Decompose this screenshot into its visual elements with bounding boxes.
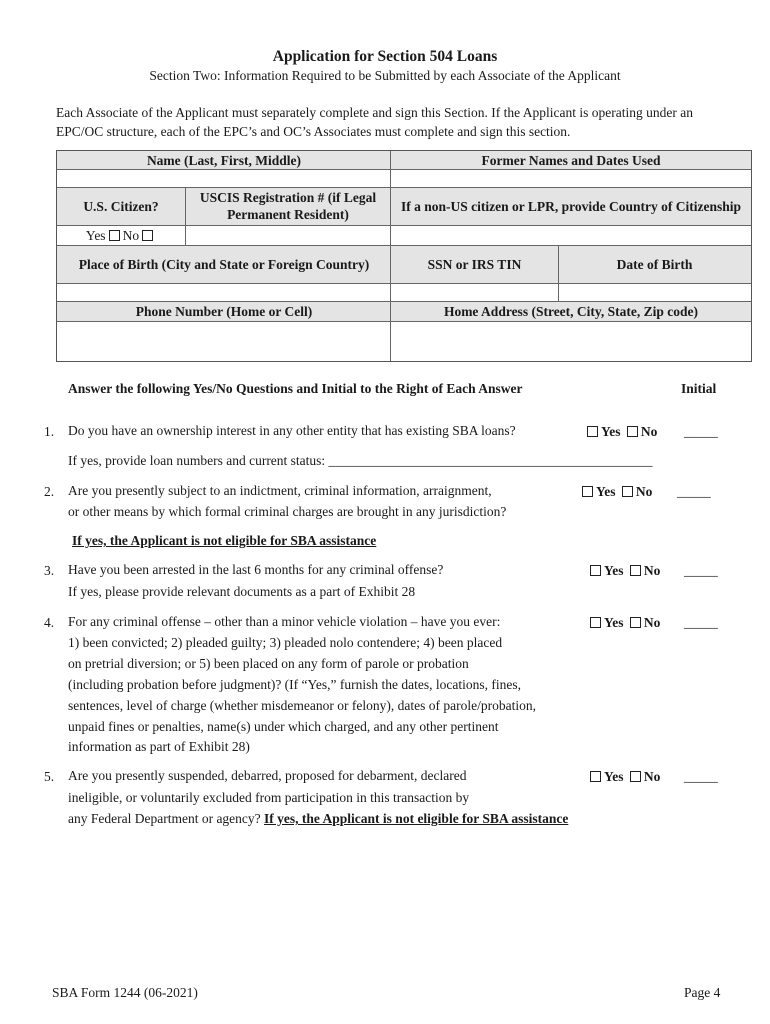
birthplace-field[interactable] (57, 283, 391, 301)
q4-no-checkbox[interactable] (630, 617, 641, 628)
citizen-yes-checkbox[interactable] (109, 230, 120, 241)
table-rule (57, 301, 751, 302)
question-number: 1. (44, 424, 55, 439)
question-3-yes-no (587, 563, 660, 579)
no-label: No (635, 484, 653, 499)
dob-field[interactable] (558, 283, 751, 301)
citizen-header: U.S. Citizen? (57, 187, 185, 225)
table-rule (57, 283, 751, 284)
question-4-line-7: information as part of Exhibit 28) (68, 739, 250, 754)
q1-initial-field[interactable]: _____ (684, 424, 718, 439)
table-rule (57, 169, 751, 170)
question-4-line-3: on pretrial diversion; or 5) been placed on any form of parole or probation (68, 656, 469, 671)
country-header: If a non-US citizen or LPR, provide Country of Citizenship (391, 187, 751, 225)
question-2-line-1: Are you presently subject to an indictment, criminal information, arraignment, (68, 483, 492, 498)
question-4-line-4: (including probation before judgment)? (If “Yes,” furnish the dates, locations, fines, (68, 677, 522, 692)
question-1-text: Do you have an ownership interest in any other entity that has existing SBA loans? (68, 423, 516, 438)
address-header: Home Address (Street, City, State, Zip code) (391, 301, 751, 321)
yes-label: Yes (601, 424, 621, 439)
question-3-line-2: If yes, please provide relevant documents as a part of Exhibit 28 (68, 584, 416, 599)
citizen-no-label: No (122, 227, 140, 243)
table-rule (57, 187, 751, 188)
uscis-field[interactable] (185, 225, 391, 245)
birthplace-header: Place of Birth (City and State or Foreign Country) (57, 245, 391, 283)
question-number: 4. (44, 615, 55, 630)
yes-label: Yes (604, 769, 624, 784)
dob-header: Date of Birth (558, 245, 751, 283)
question-5-line-2: ineligible, or voluntarily excluded from participation in this transaction by (68, 790, 470, 805)
question-4-line-1: For any criminal offense – other than a minor vehicle violation – have you ever: (68, 614, 501, 629)
address-field[interactable] (391, 321, 751, 361)
table-rule (558, 245, 559, 301)
intro-paragraph: Each Associate of the Applicant must separately complete and sign this Section. If the Applicant is operating under an EPC/OC structure, each of the EPC’s and OC’s Associates must complete and sign this section. (56, 105, 693, 139)
no-label: No (643, 563, 661, 578)
form-identifier: SBA Form 1244 (06-2021) (52, 985, 198, 1000)
q3-initial-field[interactable]: _____ (684, 563, 718, 578)
section-subtitle: Section Two: Information Required to be Submitted by each Associate of the Applicant (149, 68, 621, 83)
no-label: No (643, 769, 661, 784)
yes-label: Yes (604, 563, 624, 578)
q1-no-checkbox[interactable] (627, 426, 638, 437)
q4-yes-checkbox[interactable] (590, 617, 601, 628)
table-rule (57, 225, 751, 226)
question-5-line-1: Are you presently suspended, debarred, proposed for debarment, declared (68, 768, 467, 783)
uscis-header: USCIS Registration # (if Legal Permanent Resident) (185, 187, 391, 225)
question-5-line-3-row (68, 809, 568, 830)
phone-header: Phone Number (Home or Cell) (57, 301, 391, 321)
question-5-line-3: any Federal Department or agency? (68, 811, 261, 826)
question-1-followup[interactable]: If yes, provide loan numbers and current status: ________________________________________________ (68, 453, 653, 468)
citizen-no-checkbox[interactable] (142, 230, 153, 241)
table-rule (185, 187, 186, 245)
q3-yes-checkbox[interactable] (590, 565, 601, 576)
question-1-yes-no (584, 424, 657, 440)
question-4-line-5: sentences, level of charge (whether misdemeanor or felony), dates of parole/probation, (68, 698, 536, 713)
initial-header: Initial (681, 381, 717, 396)
country-field[interactable] (391, 225, 751, 245)
question-2-yes-no (579, 484, 652, 500)
q1-yes-checkbox[interactable] (587, 426, 598, 437)
question-4-line-2: 1) been convicted; 2) pleaded guilty; 3) pleaded nolo contendere; 4) been placed (68, 635, 503, 650)
table-rule (57, 245, 751, 246)
question-5-ineligible-note: If yes, the Applicant is not eligible for SBA assistance (264, 811, 569, 826)
ssn-header: SSN or IRS TIN (391, 245, 558, 283)
question-number: 5. (44, 769, 55, 784)
question-number: 2. (44, 484, 55, 499)
page-number: Page 4 (684, 985, 721, 1000)
questions-header: Answer the following Yes/No Questions and Initial to the Right of Each Answer (68, 381, 523, 396)
name-field[interactable] (57, 170, 391, 187)
q2-initial-field[interactable]: _____ (677, 484, 711, 499)
no-label: No (643, 615, 661, 630)
table-rule (57, 321, 751, 322)
phone-field[interactable] (57, 321, 391, 361)
page-title: Application for Section 504 Loans (272, 48, 498, 65)
associate-info-table (56, 150, 752, 362)
question-2-ineligible-note: If yes, the Applicant is not eligible for SBA assistance (72, 533, 377, 548)
q3-no-checkbox[interactable] (630, 565, 641, 576)
q4-initial-field[interactable]: _____ (684, 615, 718, 630)
question-5-yes-no (587, 769, 660, 785)
no-label: No (640, 424, 658, 439)
name-header: Name (Last, First, Middle) (57, 151, 391, 170)
question-4-line-6: unpaid fines or penalties, name(s) under which charged, and any other pertinent (68, 719, 499, 734)
question-4-yes-no (587, 615, 660, 631)
former-names-header: Former Names and Dates Used (391, 151, 751, 170)
q2-yes-checkbox[interactable] (582, 486, 593, 497)
q5-yes-checkbox[interactable] (590, 771, 601, 782)
citizen-yes-no (57, 225, 185, 245)
q5-no-checkbox[interactable] (630, 771, 641, 782)
q5-initial-field[interactable]: _____ (684, 769, 718, 784)
question-number: 3. (44, 563, 55, 578)
citizen-yes-label: Yes (85, 227, 106, 243)
table-rule (390, 151, 391, 361)
q2-no-checkbox[interactable] (622, 486, 633, 497)
yes-label: Yes (596, 484, 616, 499)
yes-label: Yes (604, 615, 624, 630)
question-2-line-2: or other means by which formal criminal charges are brought in any jurisdiction? (68, 504, 507, 519)
former-names-field[interactable] (391, 170, 751, 187)
question-3-line-1: Have you been arrested in the last 6 months for any criminal offense? (68, 562, 444, 577)
ssn-field[interactable] (391, 283, 558, 301)
